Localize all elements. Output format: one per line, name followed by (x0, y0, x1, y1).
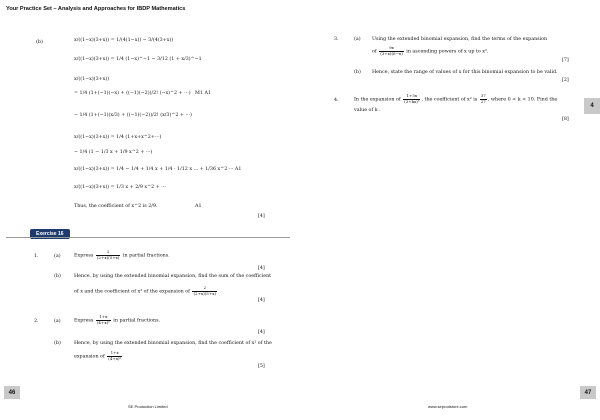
right-page (300, 0, 600, 420)
question-number: 2. (34, 319, 39, 324)
solution-line: Thus, the coefficient of x^2 is 2/9. (74, 204, 158, 209)
fraction: $\frac{37}{27}$ (480, 93, 486, 104)
fraction: $\frac{1+x}{\text{(4+x)²}}$ (96, 314, 110, 325)
mark-total: [7] (562, 58, 569, 63)
question-text: Using the extended binomial expansion, find the terms of the expansion (372, 37, 548, 42)
mark-total: [4] (258, 298, 265, 303)
fraction: $\frac{9x}{(3+x)(6-x)}$ (380, 45, 403, 56)
fraction: $\frac{1+x}{\text{(4+x)²}}$ (108, 350, 122, 361)
mark-label: A1 (195, 204, 202, 209)
solution-line: = 1/4 (1+(−1)(−x) + ((−1)(−2))/2! (−x)^2 + ···) (74, 91, 191, 96)
question-number: 1. (34, 254, 39, 259)
page-number: 47 (580, 386, 596, 399)
question-text: Hence, by using the extended binomial expansion, find the coefficient of x² of the (74, 341, 272, 346)
mark-label: M1 A1 (195, 91, 212, 96)
fraction: $\frac{2}{(2+x)(5+x)}$ (193, 285, 217, 296)
solution-line: − 1/4 (1 − 1/3 x + 1/9 x^2 + ···) (74, 150, 153, 155)
part-label: (a) (54, 319, 61, 324)
solution-line: x/((1−x)(3+x)) (74, 77, 110, 82)
solution-line: x/((1−x)(3+x)) = 1/(4(1−x)) − 3/(4(3+x)) (74, 38, 174, 43)
question-number: 3. (334, 37, 339, 42)
mark-total: [4] (258, 266, 265, 271)
page-footer: SE Production Limited (128, 404, 168, 409)
chapter-tab: 4 (584, 98, 600, 114)
solution-line: x/((1−x)(3+x)) = 1/4 (1−x)^−1 − 3/12 (1 + x/3)^−1 (74, 57, 202, 62)
page-header: Your Practice Set – Analysis and Approaches for IBDP Mathematics (6, 6, 186, 12)
solution-line: − 1/4 (1+(−1)(x/3) + ((−1)(−2))/2! (x/3)^2 + ···) (74, 113, 192, 118)
question-number: 4. (334, 98, 339, 103)
solution-line: x/((1−x)(3+x)) = 1/4 − 1/4 + 1/4 x + 1/4 · 1/12 x ... + 1/36 x^2 ··· A1 (74, 167, 242, 172)
fraction: $\frac{1+5x}{\text{(3+kx)³}}$ (404, 93, 420, 104)
question-text: Hence, state the range of values of x for this binomial expansion to be valid. (372, 70, 558, 75)
mark-total: [4] (258, 330, 265, 335)
mark-total: [8] (562, 117, 569, 122)
question-text: value of k . (354, 108, 381, 113)
solution-line: x/((1−x)(3+x)) = 1/3 x + 2/9 x^2 + ··· (74, 185, 166, 190)
question-text: Express $\frac{1+x}{\text{(4+x)²}}$ in partial fractions. (74, 314, 161, 325)
part-label: (b) (354, 70, 361, 75)
mark-total: [5] (258, 364, 265, 369)
mark-total: [2] (562, 78, 569, 83)
part-label: (a) (54, 254, 61, 259)
question-text: of $\frac{9x}{(3+x)(6-x)}$ in ascending powers of x up to x². (372, 45, 489, 56)
solution-line: x/((1−x)(3+x)) = 1/4 (1+x+x^2+···) (74, 135, 162, 140)
question-text: Hence, by using the extended binomial expansion, find the sum of the coefficient (74, 274, 272, 279)
question-text: In the expansion of $\frac{1+5x}{\text{(3+kx)³}}$ , the coefficient of x² is $\frac{37}{27}$ , where 0 < k < 10. Find the (354, 93, 558, 104)
question-text: Express $\frac{2}{(2+x)(5+x)}$ in partial fractions. (74, 249, 170, 260)
part-label: (a) (354, 37, 361, 42)
mark-total: [4] (258, 214, 265, 219)
part-label: (b) (36, 40, 43, 45)
part-label: (b) (54, 274, 61, 279)
page-footer: www.seprodstore.com (428, 404, 468, 409)
question-text: expansion of $\frac{1+x}{\text{(4+x)²}}$ (74, 350, 122, 361)
part-label: (b) (54, 341, 61, 346)
exercise-badge: Exercise 16 (30, 229, 70, 239)
page-number: 46 (4, 386, 20, 399)
fraction: $\frac{2}{(2+x)(5+x)}$ (96, 249, 120, 260)
divider (6, 237, 290, 238)
question-text: of x and the coefficient of x² of the expansion of $\frac{2}{(2+x)(5+x)}$ (74, 285, 217, 296)
